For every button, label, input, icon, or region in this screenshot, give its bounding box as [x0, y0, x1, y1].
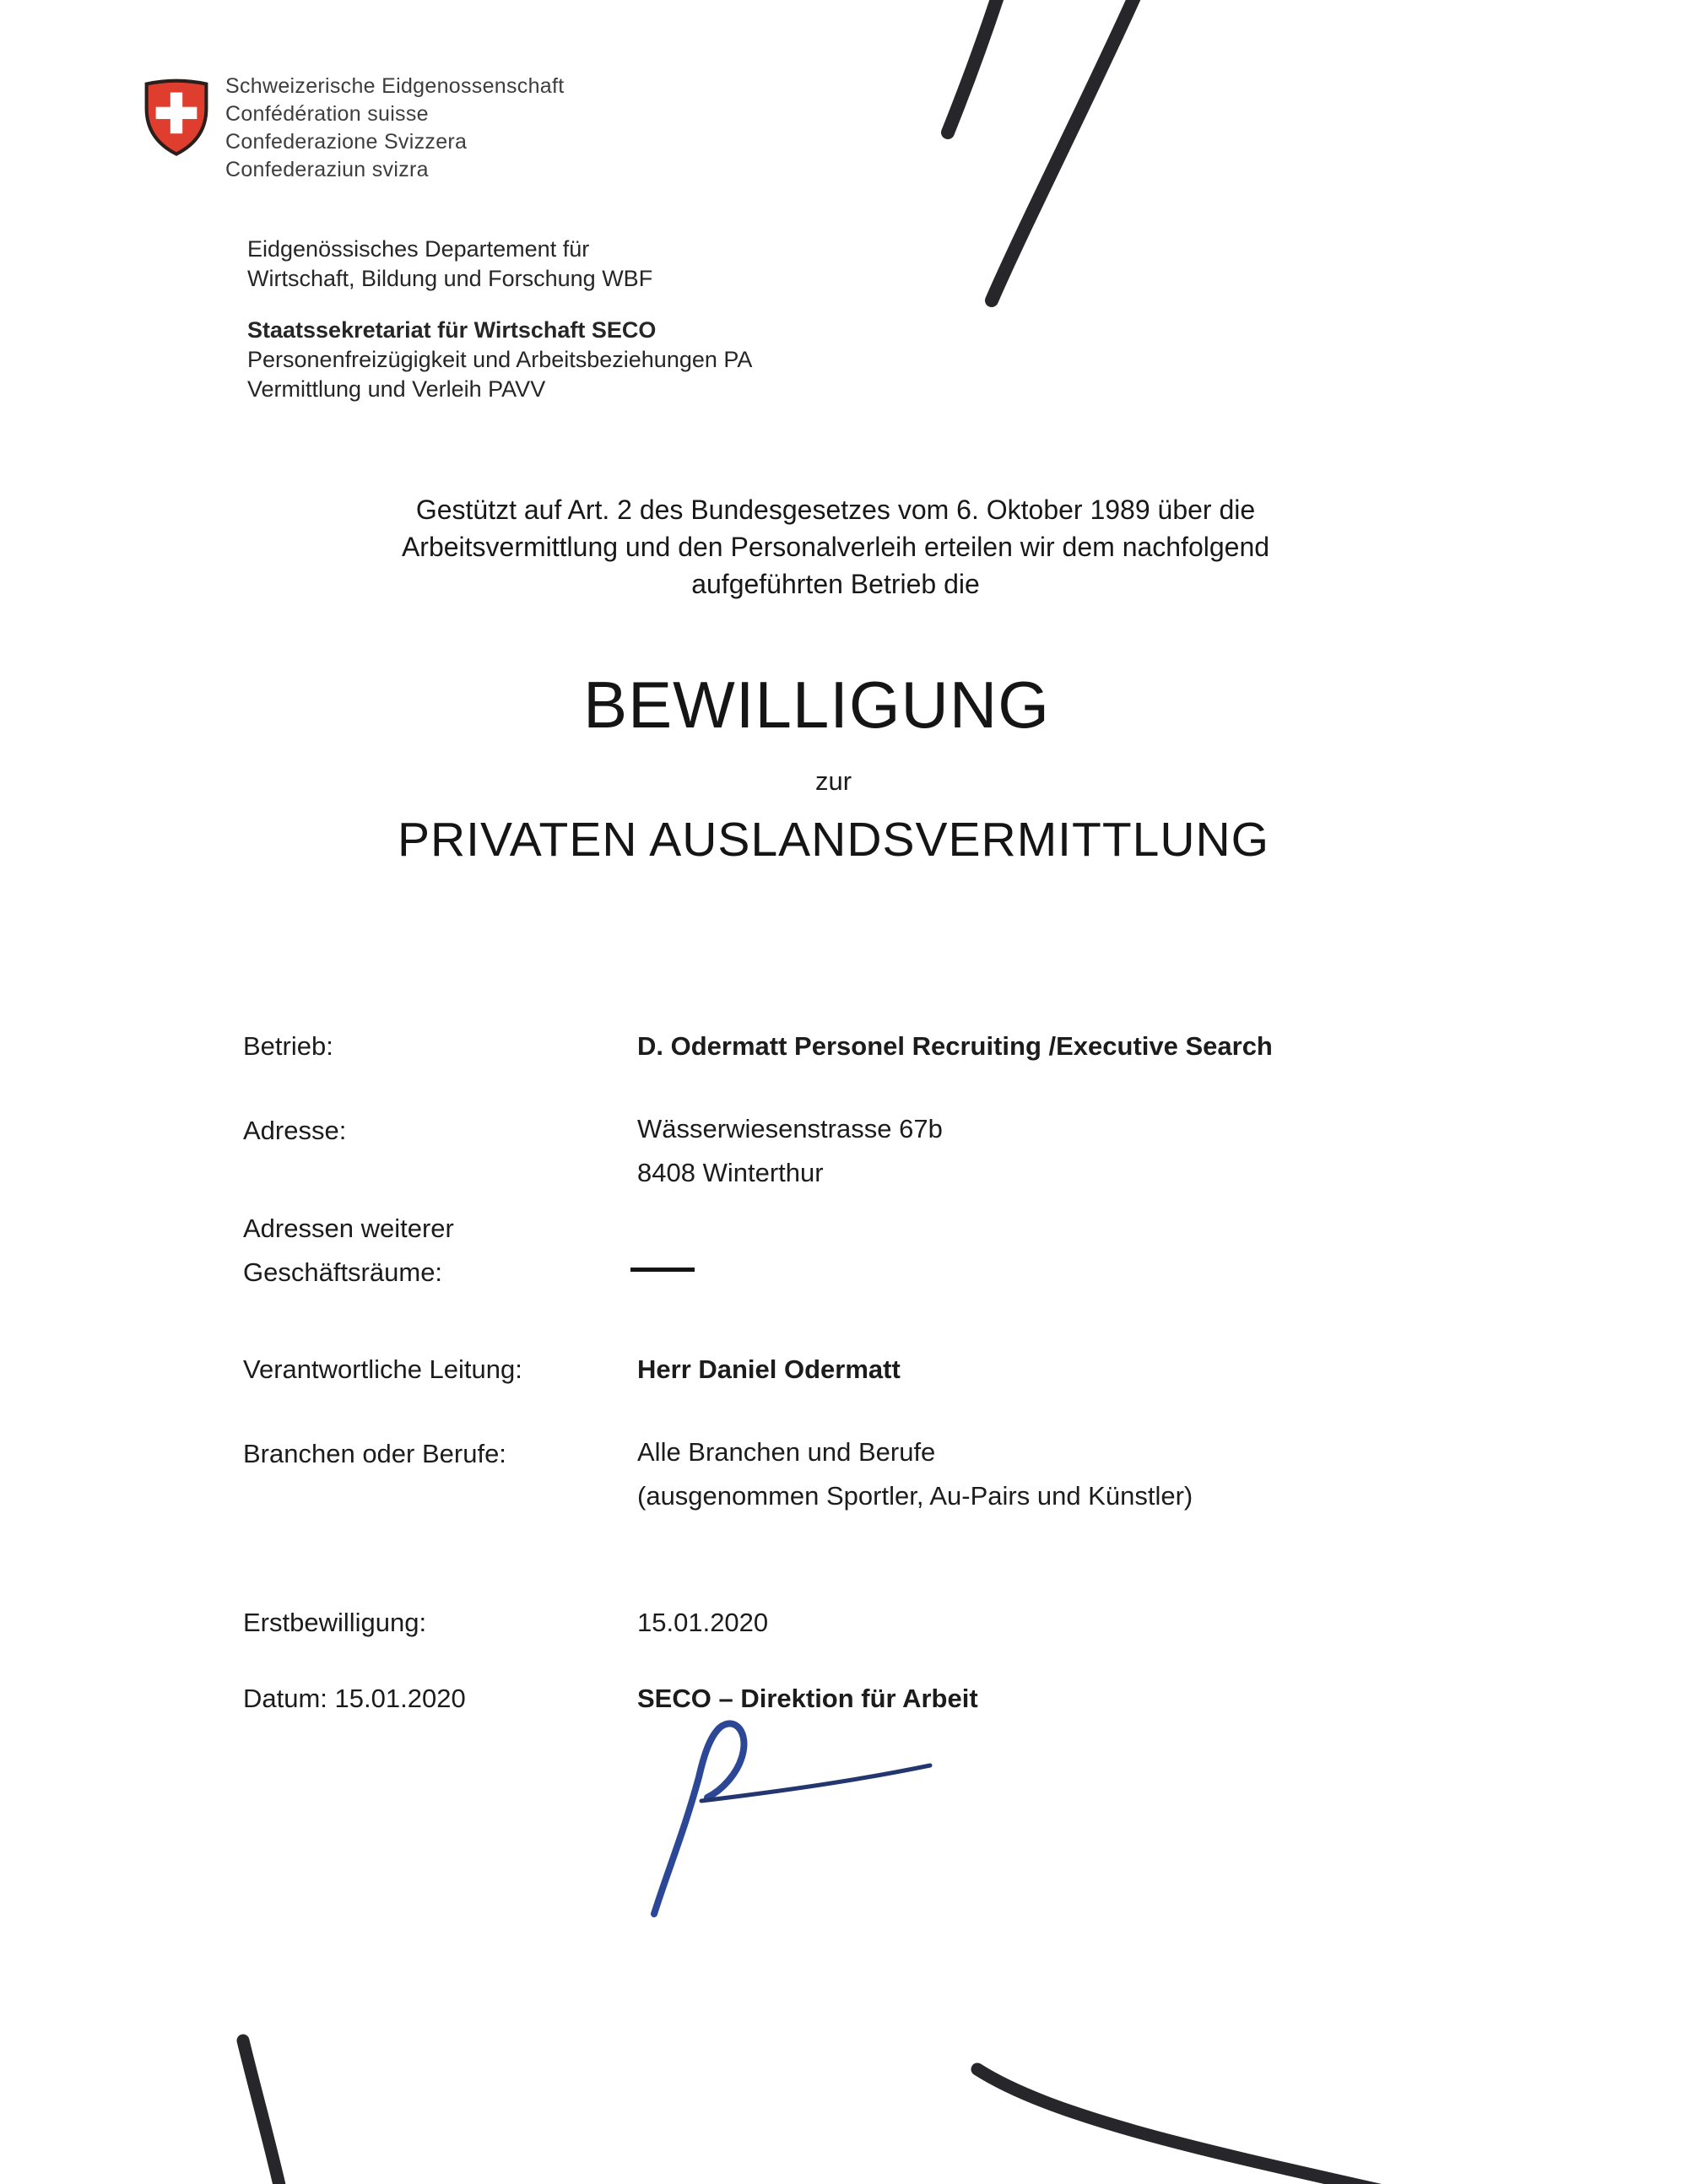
address-street: Wässerwiesenstrasse 67b — [637, 1114, 943, 1143]
intro-line: Gestützt auf Art. 2 des Bundesgesetzes vom 6. Oktober 1989 über die — [415, 495, 1256, 525]
wordmark-line-it: Confederazione Svizzera — [225, 130, 468, 154]
wordmark-line-de: Schweizerische Eidgenossenschaft — [225, 74, 565, 98]
field-value-erstbewilligung: 15.01.2020 — [637, 1608, 769, 1637]
document-subtitle: PRIVATEN AUSLANDSVERMITTLUNG — [397, 813, 1270, 867]
pen-stroke-bottom-left — [243, 2041, 281, 2184]
confederation-wordmark — [225, 73, 564, 184]
label-line: Geschäftsräume: — [243, 1257, 443, 1287]
wordmark-line-fr: Confédération suisse — [225, 102, 429, 126]
branchen-line: Alle Branchen und Berufe — [637, 1437, 936, 1467]
empty-value-dash-text — [630, 1247, 683, 1278]
intro-paragraph — [177, 491, 1494, 603]
field-label-datum: Datum: 15.01.2020 — [243, 1684, 466, 1713]
field-label-leitung: Verantwortliche Leitung: — [243, 1354, 522, 1384]
label-line: Adressen weiterer — [243, 1214, 454, 1243]
document-title: BEWILLIGUNG — [583, 668, 1050, 742]
department-block — [247, 235, 752, 404]
field-label-weitere-adressen — [243, 1207, 454, 1295]
branchen-line: (ausgenommen Sportler, Au-Pairs und Künstler) — [637, 1481, 1193, 1511]
signature-main-stroke — [654, 1723, 744, 1914]
pen-stroke-top-long — [992, 0, 1137, 300]
intro-line: aufgeführten Betrieb die — [691, 569, 980, 599]
field-value-leitung: Herr Daniel Odermatt — [637, 1354, 901, 1384]
department-line: Wirtschaft, Bildung und Forschung WBF — [247, 266, 653, 291]
wordmark-line-rm: Confederaziun svizra — [225, 158, 429, 181]
field-value-betrieb: D. Odermatt Personel Recruiting /Executive Search — [637, 1031, 1273, 1061]
office-unit-line: Vermittlung und Verleih PAVV — [247, 376, 546, 402]
field-value-issuer: SECO – Direktion für Arbeit — [637, 1684, 978, 1713]
swiss-coat-of-arms-icon — [142, 76, 211, 159]
spacer — [247, 294, 752, 316]
department-line: Eidgenössisches Departement für — [247, 236, 590, 262]
office-name: Staatssekretariat für Wirtschaft SECO — [247, 317, 657, 343]
field-value-adresse — [637, 1107, 943, 1195]
address-city: 8408 Winterthur — [637, 1158, 824, 1187]
pen-stroke-bottom-right — [977, 2069, 1405, 2184]
office-unit-line: Personenfreizügigkeit und Arbeitsbeziehungen PA — [247, 347, 753, 372]
field-label-erstbewilligung: Erstbewilligung: — [243, 1608, 427, 1637]
intro-line: Arbeitsvermittlung und den Personalverleih erteilen wir dem nachfolgend — [401, 532, 1270, 562]
field-value-branchen — [637, 1430, 1193, 1518]
pen-stroke-top-short — [948, 0, 999, 132]
field-label-betrieb: Betrieb: — [243, 1031, 333, 1061]
field-label-branchen: Branchen oder Berufe: — [243, 1439, 506, 1468]
title-connector: zur — [814, 766, 852, 796]
field-label-adresse: Adresse: — [243, 1116, 347, 1145]
signature-scribble — [616, 1705, 954, 1933]
